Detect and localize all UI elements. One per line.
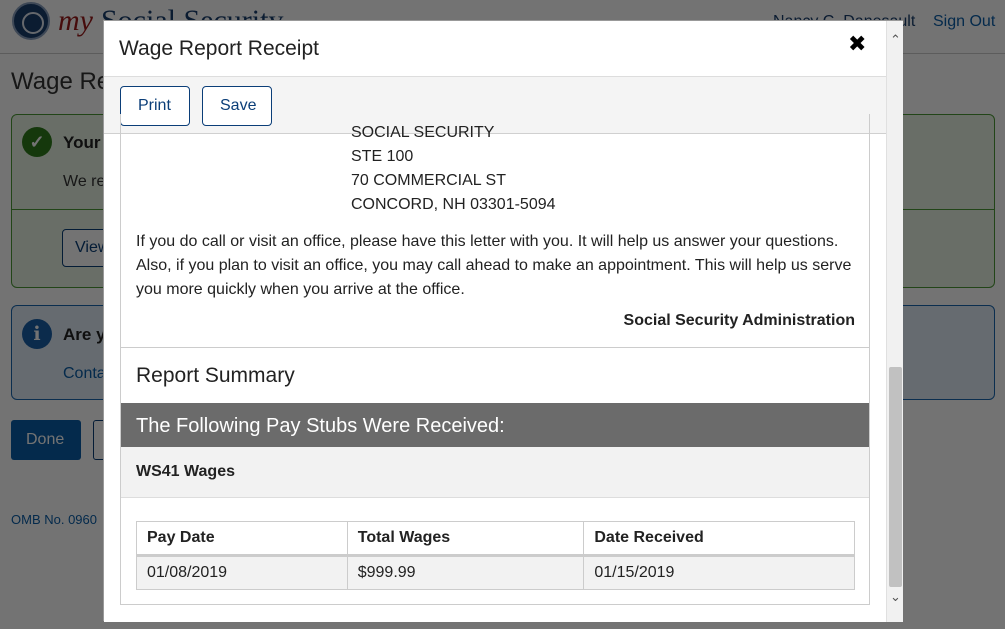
cell-date-received: 01/15/2019 — [584, 556, 855, 590]
column-header-total-wages: Total Wages — [347, 522, 584, 556]
address-line: STE 100 — [351, 148, 414, 165]
scroll-up-arrow-icon[interactable]: ⌃ — [890, 33, 901, 48]
letter-card — [120, 114, 870, 348]
close-icon[interactable]: ✖ — [848, 32, 867, 57]
pay-stubs-table — [136, 521, 855, 590]
address-line: 70 COMMERCIAL ST — [351, 172, 506, 189]
scrollbar-thumb[interactable] — [889, 367, 902, 587]
pay-stubs-heading: The Following Pay Stubs Were Received: — [136, 415, 505, 437]
column-header-pay-date: Pay Date — [137, 522, 348, 556]
modal-scrollbar[interactable] — [886, 21, 903, 622]
wage-report-receipt-modal — [103, 20, 903, 621]
modal-header — [104, 21, 886, 77]
report-summary-title: Report Summary — [136, 364, 295, 387]
pay-stubs-heading-bar — [121, 403, 869, 447]
address-line: CONCORD, NH 03301-5094 — [351, 196, 556, 213]
letter-signature: Social Security Administration — [623, 312, 855, 329]
address-line: SOCIAL SECURITY — [351, 124, 495, 141]
table-header-row — [137, 522, 855, 556]
column-header-date-received: Date Received — [584, 522, 855, 556]
employer-label: WS41 Wages — [136, 463, 235, 480]
letter-paragraph: If you do call or visit an office, please have this letter with you. It will help us answer your questions. Also, if you plan to visit an office, you may call ahead to make an appointment. This will help us serve you more quickly when you arrive at the office. — [136, 233, 852, 298]
scroll-down-arrow-icon[interactable]: ⌄ — [890, 590, 901, 605]
modal-scroll-area[interactable] — [104, 124, 886, 622]
cell-total-wages: $999.99 — [347, 556, 584, 590]
save-button[interactable]: Save — [202, 86, 272, 126]
print-button[interactable]: Print — [120, 86, 190, 126]
employer-bar — [121, 447, 869, 498]
report-summary-card — [120, 348, 870, 605]
modal-title: Wage Report Receipt — [119, 37, 319, 60]
cell-pay-date: 01/08/2019 — [137, 556, 348, 590]
table-row — [137, 556, 855, 590]
